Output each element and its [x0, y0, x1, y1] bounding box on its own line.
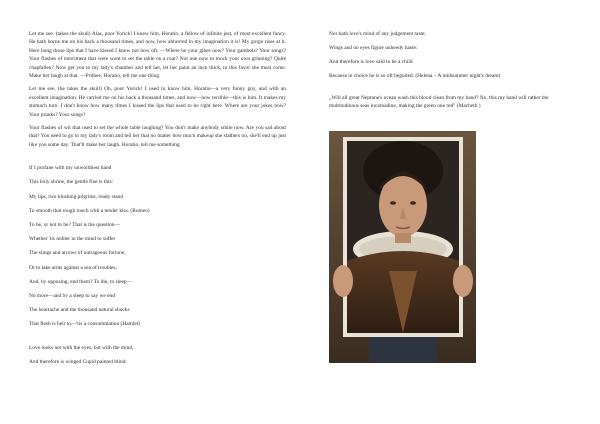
verse-line: To smooth that rough touch with a tender kiss. (Romeo) — [29, 207, 150, 214]
verse-block-love — [29, 344, 286, 372]
verse-line: My lips, two blushing pilgrims, ready stand — [29, 193, 124, 200]
verse-line: Love looks not with the eyes, but with the mind, — [29, 344, 134, 351]
verse-line: The slings and arrows of outrageous fortune, — [29, 250, 126, 257]
portrait-photo — [329, 131, 476, 363]
verse-line: No more—and by a sleep to say we end — [29, 292, 115, 299]
verse-line: Because in choice he is so oft beguiled. (Helena – A midsummer night's dream) — [329, 73, 501, 79]
verse-line: Wings and no eyes figure unheedy haste: — [329, 45, 418, 51]
macbeth-quote: „Will all great Neptune's ocean wash this blood clean from my hand? No, this my hand will rather the multitudinous seas incarnadine, making the green one red" (Macbeth ) — [329, 95, 549, 110]
verse-line: The heartache and the thousand natural shocks — [29, 307, 130, 314]
hamlet-modern-paragraph: Let me see, (he takes the skull) Oh, poor Yorick! I used to know him, Horatio—a very funny guy, and with an excellent imagination. He carried me on his back a thousand times, and now—how terrible—this is him. It makes my stomach turn. I don't know how many times I kissed the lips that used to be right here. Where are your jokes now? Your pranks? Your songs? — [29, 86, 286, 118]
verse-line: If I profane with my unworthiest hand — [29, 165, 112, 172]
verse-line: To be, or not to be? That is the question— — [29, 222, 120, 229]
hamlet-original-paragraph: Let me see. (takes the skull) Alas, poor Yorick! I knew him, Horatio, a fellow of infinite jest, of most excellent fancy. He hath borne me on his back a thousand times, and now, how abhorred in my imagination it is! My gorge rises at it. Here hung those lips that I have kissed I know not how oft. —Where be your gibes now? Your gambols? Your songs? Your flashes of merriment that were wont to set the table on a roar? Not one now to mock your own grinning? Quite chapfallen? Now get you to my lady's chamber and tell her, let her paint an inch thick, to this favor she must come. Make her laugh at that. —Prithee, Horatio, tell me one thing. — [29, 31, 286, 80]
right-column — [329, 30, 579, 116]
verse-line: Nor hath love's mind of any judgement taste; — [329, 31, 426, 37]
verse-line: Or to take arms against a sea of troubles, — [29, 264, 117, 271]
verse-line: That flesh is heir to—'tis a consummation (Hamlet) — [29, 321, 141, 328]
hamlet-modern-paragraph-continued: Your flashes of wit that used to set the whole table laughing? You don't make anybody smile now. Are you sad about that? You need to go to my lady's room and tell her that no matter how much makeup she slathers on, she'll end up just like you some day. That'll make her laugh. Horatio, tell me something. — [29, 125, 286, 148]
verse-line: And, by opposing, end them? To die, to sleep— — [29, 278, 132, 285]
verse-line: This holy shrine, the gentle fine is this: — [29, 179, 114, 186]
verse-line: And therefore is love said to be a child — [329, 59, 413, 65]
verse-line: And therefore is winged Cupid painted blind. — [29, 358, 127, 365]
verse-block — [29, 164, 286, 334]
left-column — [29, 30, 286, 372]
verse-line: Whether 'tis nobler in the mind to suffer — [29, 236, 116, 243]
